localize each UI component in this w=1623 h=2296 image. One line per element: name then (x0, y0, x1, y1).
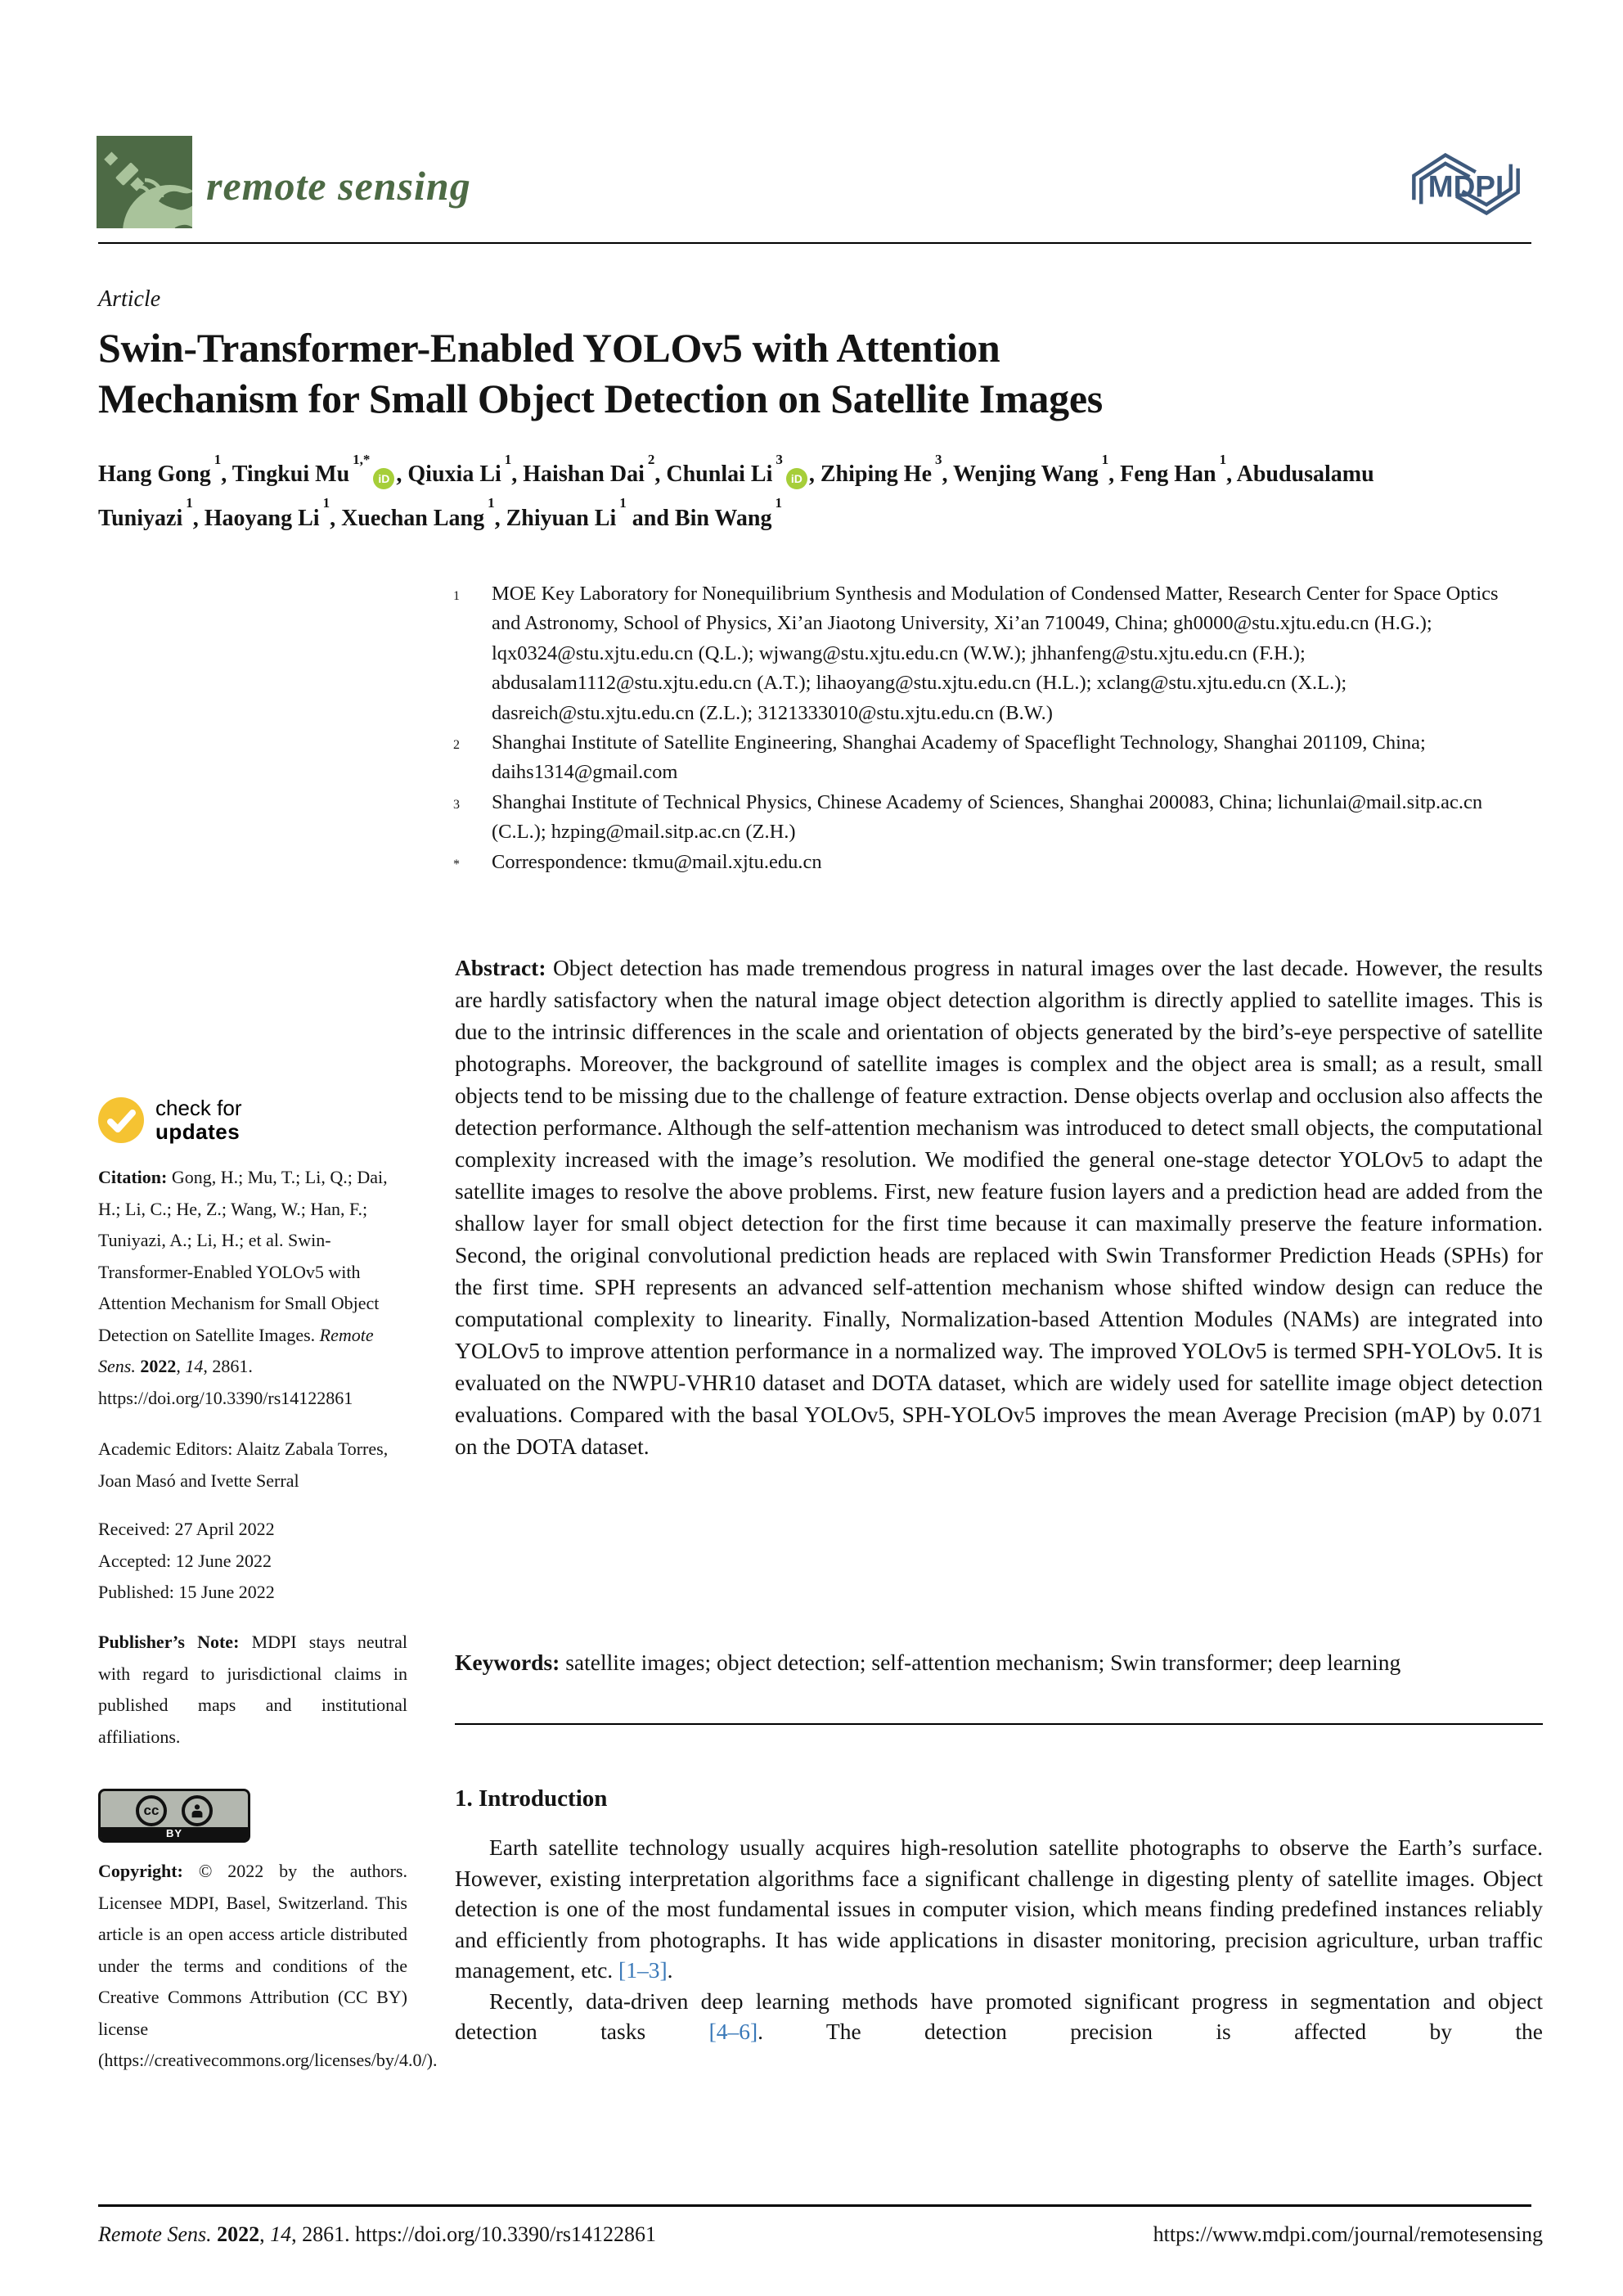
intro-paragraph-1: Earth satellite technology usually acquires high-resolution satellite photographs to observe the Earth’s surface. However, existing interpretation algorithms face a significant challenge in digesting plenty of satellite images. Object detection is one of the most fundamental issues in computer vision, which means finding predefined instances reliably and efficiently from photographs. It has wide applications in disaster monitoring, precision agriculture, urban traffic management, etc. [1–3]. (455, 1835, 1543, 1983)
copyright-block: Copyright: © 2022 by the authors. Licensee MDPI, Basel, Switzerland. This article is an open access article distributed under the terms and conditions of the Creative Commons Attribution (CC BY) license (https://creativecommons.org/licenses/by/4.0/). (98, 1861, 438, 2070)
journal-wordmark: remote sensing (206, 163, 471, 209)
author: Zhiyuan Li$^1$ and (506, 495, 675, 531)
copyright-label: Copyright: (98, 1861, 183, 1881)
author: Qiuxia Li$^1$, (407, 452, 524, 488)
footer-divider (98, 2204, 1531, 2207)
affiliation-row (453, 579, 1530, 728)
author: Abudusalamu Tuniyazi$^1$, (98, 461, 1374, 531)
accepted-date: Accepted: 12 June 2022 (98, 1550, 272, 1571)
keywords-text: satellite images; object detection; self-attention mechanism; Swin transformer; deep learning (560, 1650, 1401, 1675)
person-icon (182, 1795, 213, 1826)
author: Feng Han$^1$, (1120, 452, 1237, 488)
affiliation-row (453, 848, 1530, 880)
author: Xuechan Lang$^1$, (341, 495, 506, 531)
affiliation-list (453, 579, 1530, 880)
introduction-section (455, 1785, 1543, 2047)
author: Chunlai Li$^3$iD , (666, 461, 820, 487)
intro-paragraph-2: Recently, data-driven deep learning methods have promoted significant progress in segmentation and object detection tasks [4–6]. The detection precision is affected by the (455, 1988, 1543, 2044)
check-updates-label: check for updates (155, 1096, 242, 1144)
keywords (455, 1650, 1543, 1676)
correspondence-marker: * (453, 857, 460, 871)
orcid-icon[interactable]: iD (373, 468, 394, 489)
affiliation-marker: 3 (453, 797, 460, 812)
author: Zhiping He$^3$, (820, 452, 954, 488)
orcid-icon[interactable]: iD (786, 468, 807, 489)
svg-text:MDPI: MDPI (1427, 169, 1504, 204)
received-date: Received: 27 April 2022 (98, 1519, 275, 1539)
published-date: Published: 15 June 2022 (98, 1582, 275, 1602)
affiliation-marker: 2 (453, 738, 460, 753)
title-line-1: Swin-Transformer-Enabled YOLOv5 with Attention (98, 325, 1000, 371)
abstract (455, 952, 1543, 1462)
mdpi-logo[interactable] (1405, 146, 1526, 223)
affiliation-marker: 1 (453, 589, 460, 603)
section-divider (455, 1723, 1543, 1725)
academic-editors: Academic Editors: Alaitz Zabala Torres, Joan Masó and Ivette Serral (98, 1438, 389, 1491)
author: Haishan Dai$^2$, (523, 452, 667, 488)
cc-by-label: BY (101, 1827, 248, 1840)
citation-link[interactable]: [1–3] (618, 1957, 668, 1983)
affiliation-row (453, 728, 1530, 788)
satellite-globe-icon (97, 136, 192, 228)
citation-label: Citation: (98, 1167, 168, 1187)
author: Tingkui $Mu^{1,*}iD$ , (232, 461, 408, 487)
publisher-note-label: Publisher’s Note: (98, 1632, 240, 1652)
author: Hang Gong$^1$, (98, 452, 232, 488)
check-icon (98, 1097, 144, 1143)
cc-by-badge[interactable] (98, 1789, 250, 1843)
author: Haoyang Li$^1$, (204, 495, 342, 531)
footer-journal-url[interactable]: https://www.mdpi.com/journal/remotesensing (1153, 2222, 1543, 2246)
footer (98, 2222, 1543, 2247)
page-title (98, 322, 1489, 424)
doi-text: , 2861. https://doi.org/10.3390/rs14122861 (98, 1356, 353, 1408)
article-type-label: Article (98, 286, 161, 312)
abstract-text: Object detection has made tremendous progress in natural images over the last decade. However, the results are hardly satisfactory when the natural image object detection algorithm is directly applied to satellite images. This is due to the intrinsic differences in the scale and orientation of objects generated by the bird’s-eye perspective of satellite photographs. Moreover, the background of satellite images is complex and the object area is small; as a result, small objects tend to be missing due to the challenge of feature extraction. Dense objects overlap and occlusion also affects the detection performance. Although the self-attention mechanism was introduced to detect small objects, the computational complexity increased with the image’s resolution. We modified the general one-stage detector YOLOv5 to adapt the satellite images to resolve the above problems. First, new feature fusion layers and a prediction head are added from the shallow layer for small object detection for the first time because it can maximally preserve the feature information. Second, the original convolutional prediction heads are replaced with Swin Transformer Prediction Heads (SPHs) for the first time. SPH represents an advanced self-attention mechanism whose shifted window design can reduce the computational complexity to linearity. Finally, Normalization-based Attention Modules (NAMs) are integrated into YOLOv5 to improve attention performance in a normalized way. The improved YOLOv5 is termed SPH-YOLOv5. It is evaluated on the NWPU-VHR10 dataset and DOTA dataset, which are widely used for satellite image object detection evaluations. Compared with the basal YOLOv5, SPH-YOLOv5 improves the mean Average Precision (mAP) by 0.071 on the DOTA dataset. (455, 955, 1543, 1459)
check-updates-badge[interactable] (98, 1096, 407, 1144)
authors-line (98, 450, 1448, 538)
title-line-2: Mechanism for Small Object Detection on Satellite Images (98, 376, 1103, 421)
abstract-label: Abstract: (455, 955, 546, 980)
citation-block: Citation: Gong, H.; Mu, T.; Li, Q.; Dai, H.; Li, C.; He, Z.; Wang, W.; Han, F.; Tuniyazi, A.; Li, H.; et al. Swin-Transformer-Enabled YOLOv5 with Attention Mechanism for Small Object Detection on Satellite Images. Remote Sens. 2022, 14, 2861. https://doi.org/10.3390/rs14122861 (98, 1167, 388, 1408)
journal-logo (97, 136, 192, 228)
citation-link[interactable]: [4–6] (708, 2019, 758, 2044)
affiliation-text: Shanghai Institute of Technical Physics, Chinese Academy of Sciences, Shanghai 200083, China; lichunlai@mail.sitp.ac.cn (C.L.); hzping@mail.sitp.ac.cn (Z.H.) (492, 790, 1483, 844)
history-dates (98, 1514, 407, 1609)
affiliation-text: MOE Key Laboratory for Nonequilibrium Synthesis and Modulation of Condensed Matter, Research Center for Space Optics and Astronomy, School of Physics, Xi’an Jiaotong University, Xi’an 710049, China; gh0000@stu.xjtu.edu.cn (H.G.); lqx0324@stu.xjtu.edu.cn (Q.L.); wjwang@stu.xjtu.edu.cn (W.W.); jhhanfeng@stu.xjtu.edu.cn (F.H.); abdusalam1112@stu.xjtu.edu.cn (A.T.); lihaoyang@stu.xjtu.edu.cn (H.L.); xclang@stu.xjtu.edu.cn (X.L.); dasreich@stu.xjtu.edu.cn (Z.L.); 3121333010@stu.xjtu.edu.cn (B.W.) (492, 583, 1499, 724)
correspondence-text: Correspondence: tkmu@mail.xjtu.edu.cn (492, 850, 822, 873)
footer-citation: Remote Sens. 2022, 14, 2861. https://doi.org/10.3390/rs14122861 (98, 2222, 656, 2246)
affiliation-row (453, 788, 1530, 848)
affiliation-text: Shanghai Institute of Satellite Engineering, Shanghai Academy of Spaceflight Technology, Shanghai 201109, China; daihs1314@gmail.com (492, 732, 1426, 784)
keywords-label: Keywords: (455, 1650, 560, 1675)
publisher-note: Publisher’s Note: MDPI stays neutral with regard to jurisdictional claims in published maps and institutional affiliations. (98, 1632, 408, 1747)
intro-heading: 1. Introduction (455, 1785, 608, 1812)
header-divider (98, 242, 1531, 244)
author: Bin Wang$^1$ (674, 495, 782, 531)
author: Wenjing Wang$^1$, (953, 452, 1121, 488)
cc-icon: cc (136, 1795, 167, 1826)
